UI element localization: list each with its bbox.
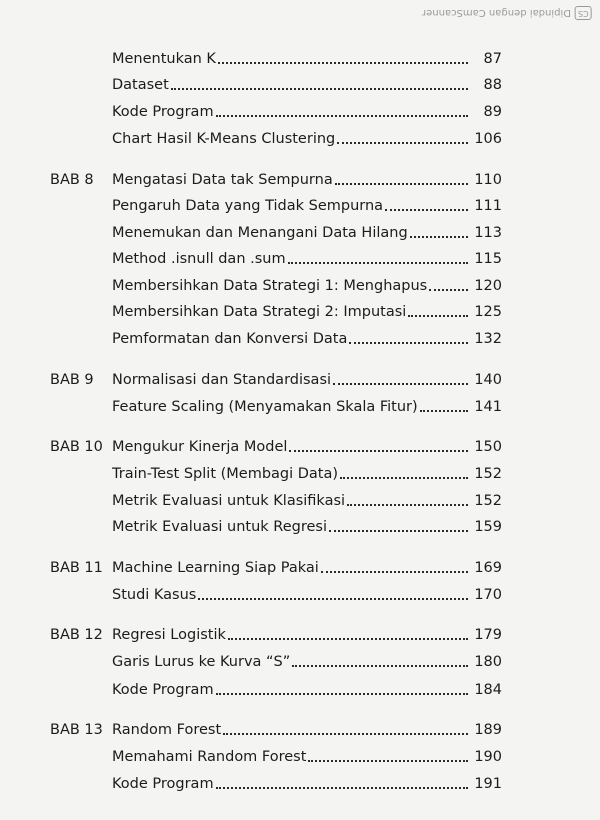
toc-entry — [50, 512, 502, 536]
page-number: 140 — [474, 372, 502, 388]
entry-title: Regresi Logistik — [112, 627, 226, 643]
page-number: 170 — [474, 587, 502, 603]
dot-leader — [329, 530, 468, 532]
entry-title: Memahami Random Forest — [112, 749, 307, 765]
dot-leader — [385, 209, 468, 211]
entry-title: Pemformatan dan Konversi Data — [112, 331, 348, 347]
toc-entry — [50, 271, 502, 295]
page-number: 89 — [483, 104, 502, 120]
entry-title: Method .isnull dan .sum — [112, 251, 286, 267]
dot-leader — [308, 760, 468, 762]
toc-entry — [50, 97, 502, 121]
entry-title: Membersihkan Data Strategi 1: Menghapus — [112, 278, 428, 294]
entry-title: Menemukan dan Menangani Data Hilang — [112, 225, 408, 241]
page-number: 110 — [474, 172, 502, 188]
entry-title: Metrik Evaluasi untuk Klasifikasi — [112, 493, 346, 509]
entry-title: Menentukan K — [112, 51, 216, 67]
dot-leader — [408, 315, 468, 317]
page-number: 115 — [474, 251, 502, 267]
dot-leader — [333, 383, 468, 385]
dot-leader — [335, 183, 468, 185]
entry-title: Kode Program — [112, 682, 214, 698]
toc-entry — [50, 459, 502, 483]
toc-entry — [50, 218, 502, 242]
scanner-watermark — [422, 6, 592, 20]
toc-entry — [50, 715, 502, 739]
dot-leader — [171, 88, 468, 90]
page-number: 111 — [474, 198, 502, 214]
entry-title: Pengaruh Data yang Tidak Sempurna — [112, 198, 384, 214]
watermark-text: Dipindai dengan CamScanner — [422, 7, 572, 19]
entry-title: Train-Test Split (Membagi Data) — [112, 466, 339, 482]
toc-entry — [50, 244, 502, 268]
page-number: 184 — [474, 682, 502, 698]
chapter-label: BAB 11 — [50, 560, 103, 576]
entry-title: Garis Lurus ke Kurva “S” — [112, 654, 291, 670]
toc-entry — [50, 324, 502, 348]
dot-leader — [216, 693, 468, 695]
dot-leader — [292, 665, 468, 667]
page-number: 88 — [483, 77, 502, 93]
page-number: 87 — [483, 51, 502, 67]
page-number: 191 — [474, 776, 502, 792]
page-number: 180 — [474, 654, 502, 670]
toc-entry — [50, 165, 502, 189]
dot-leader — [410, 236, 468, 238]
chapter-label: BAB 10 — [50, 439, 103, 455]
dot-leader — [288, 262, 468, 264]
dot-leader — [420, 410, 468, 412]
dot-leader — [429, 289, 468, 291]
entry-title: Membersihkan Data Strategi 2: Imputasi — [112, 304, 407, 320]
page-number: 125 — [474, 304, 502, 320]
page-number: 152 — [474, 466, 502, 482]
page-number: 120 — [474, 278, 502, 294]
page-number: 106 — [474, 131, 502, 147]
toc-entry — [50, 553, 502, 577]
dot-leader — [228, 638, 468, 640]
toc-entry — [50, 580, 502, 604]
entry-title: Kode Program — [112, 776, 214, 792]
entry-title: Chart Hasil K-Means Clustering — [112, 131, 336, 147]
toc-entry — [50, 486, 502, 510]
toc-entry — [50, 297, 502, 321]
entry-title: Mengukur Kinerja Model — [112, 439, 288, 455]
toc-entry — [50, 675, 502, 699]
chapter-label: BAB 9 — [50, 372, 94, 388]
toc-entry — [50, 365, 502, 389]
page-number: 152 — [474, 493, 502, 509]
entry-title: Metrik Evaluasi untuk Regresi — [112, 519, 327, 535]
toc-entry — [50, 44, 502, 68]
toc-entry — [50, 769, 502, 793]
toc-entry — [50, 620, 502, 644]
entry-title: Mengatasi Data tak Sempurna — [112, 172, 333, 188]
toc-entry — [50, 742, 502, 766]
dot-leader — [198, 598, 468, 600]
dot-leader — [223, 733, 468, 735]
dot-leader — [340, 477, 468, 479]
toc-entry — [50, 191, 502, 215]
page-number: 150 — [474, 439, 502, 455]
page-number: 189 — [474, 722, 502, 738]
toc-entry — [50, 124, 502, 148]
dot-leader — [349, 342, 468, 344]
dot-leader — [321, 571, 468, 573]
entry-title: Feature Scaling (Menyamakan Skala Fitur) — [112, 399, 418, 415]
chapter-label: BAB 13 — [50, 722, 103, 738]
dot-leader — [337, 142, 468, 144]
page-number: 113 — [474, 225, 502, 241]
chapter-label: BAB 12 — [50, 627, 103, 643]
chapter-label: BAB 8 — [50, 172, 94, 188]
page-number: 132 — [474, 331, 502, 347]
entry-title: Dataset — [112, 77, 169, 93]
dot-leader — [216, 787, 468, 789]
entry-title: Normalisasi dan Standardisasi — [112, 372, 332, 388]
entry-title: Studi Kasus — [112, 587, 197, 603]
toc-entry — [50, 432, 502, 456]
toc-entry — [50, 392, 502, 416]
dot-leader — [347, 504, 468, 506]
dot-leader — [218, 62, 468, 64]
entry-title: Machine Learning Siap Pakai — [112, 560, 319, 576]
page-number: 159 — [474, 519, 502, 535]
camscanner-logo-icon: CS — [575, 6, 592, 20]
toc-entry — [50, 70, 502, 94]
toc-entry — [50, 647, 502, 671]
page-number: 179 — [474, 627, 502, 643]
entry-title: Random Forest — [112, 722, 222, 738]
page-number: 141 — [474, 399, 502, 415]
page-number: 190 — [474, 749, 502, 765]
page-number: 169 — [474, 560, 502, 576]
dot-leader — [216, 115, 468, 117]
entry-title: Kode Program — [112, 104, 214, 120]
dot-leader — [289, 450, 468, 452]
